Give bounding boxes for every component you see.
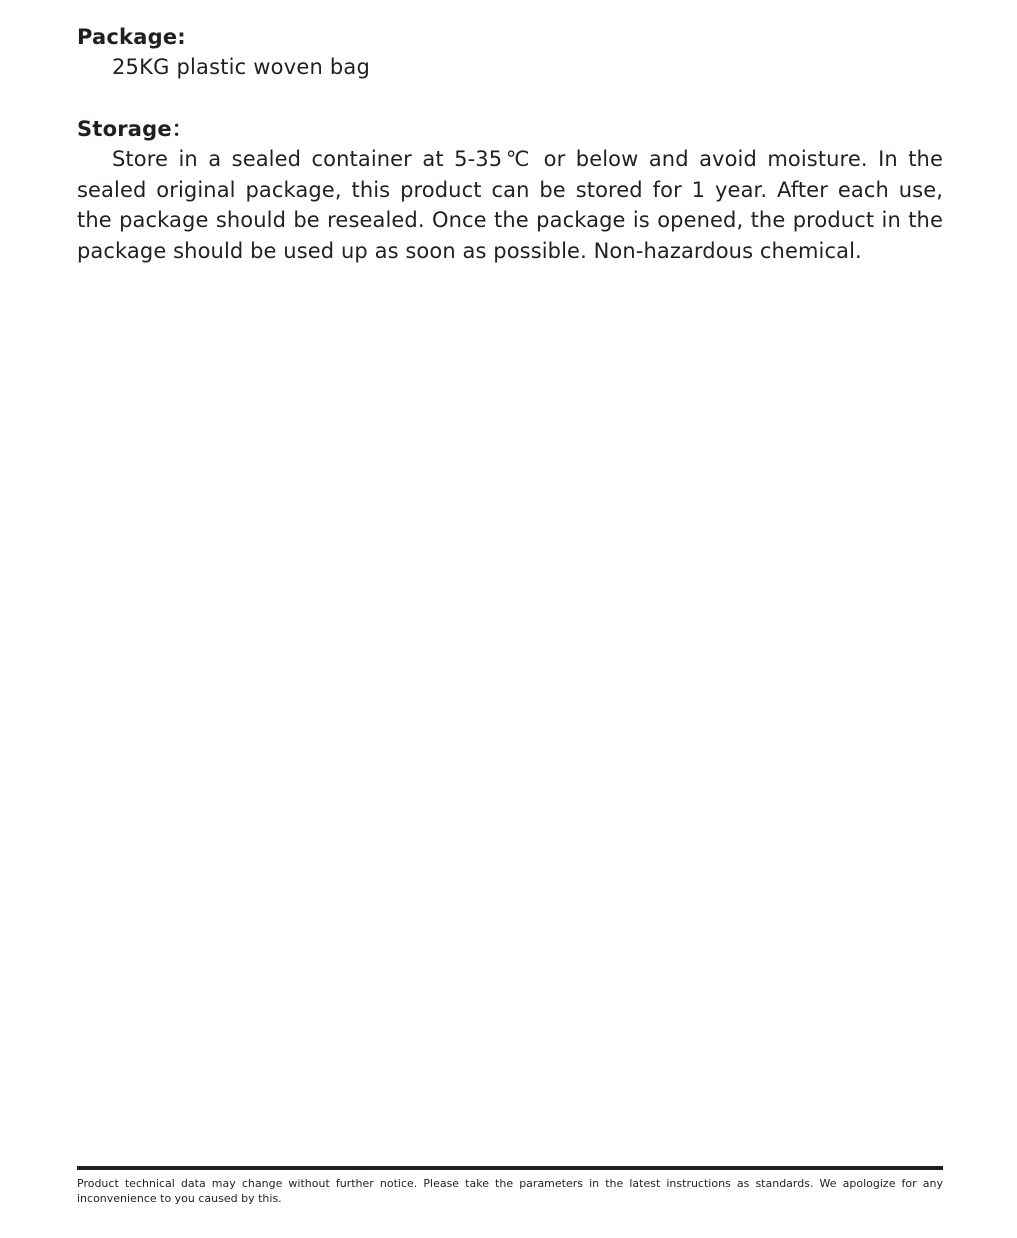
storage-section	[77, 114, 943, 266]
package-section	[77, 22, 943, 83]
storage-heading: Storage：	[77, 117, 193, 141]
package-value: 25KG plastic woven bag	[112, 55, 370, 79]
footer	[77, 1166, 943, 1206]
footer-notice: Product technical data may change without further notice. Please take the parameters in the latest instructions as standards. We apologize for any inconvenience to you caused by this.	[77, 1177, 943, 1205]
footer-divider	[77, 1166, 943, 1170]
package-heading: Package:	[77, 25, 186, 49]
storage-text: Store in a sealed container at 5-35℃ or below and avoid moisture. In the sealed original package, this product can be stored for 1 year. After each use, the package should be resealed. Once the package is opened, the product in the package should be used up as soon as possible. Non-hazardous chemical.	[77, 147, 943, 263]
document-body	[77, 22, 943, 266]
